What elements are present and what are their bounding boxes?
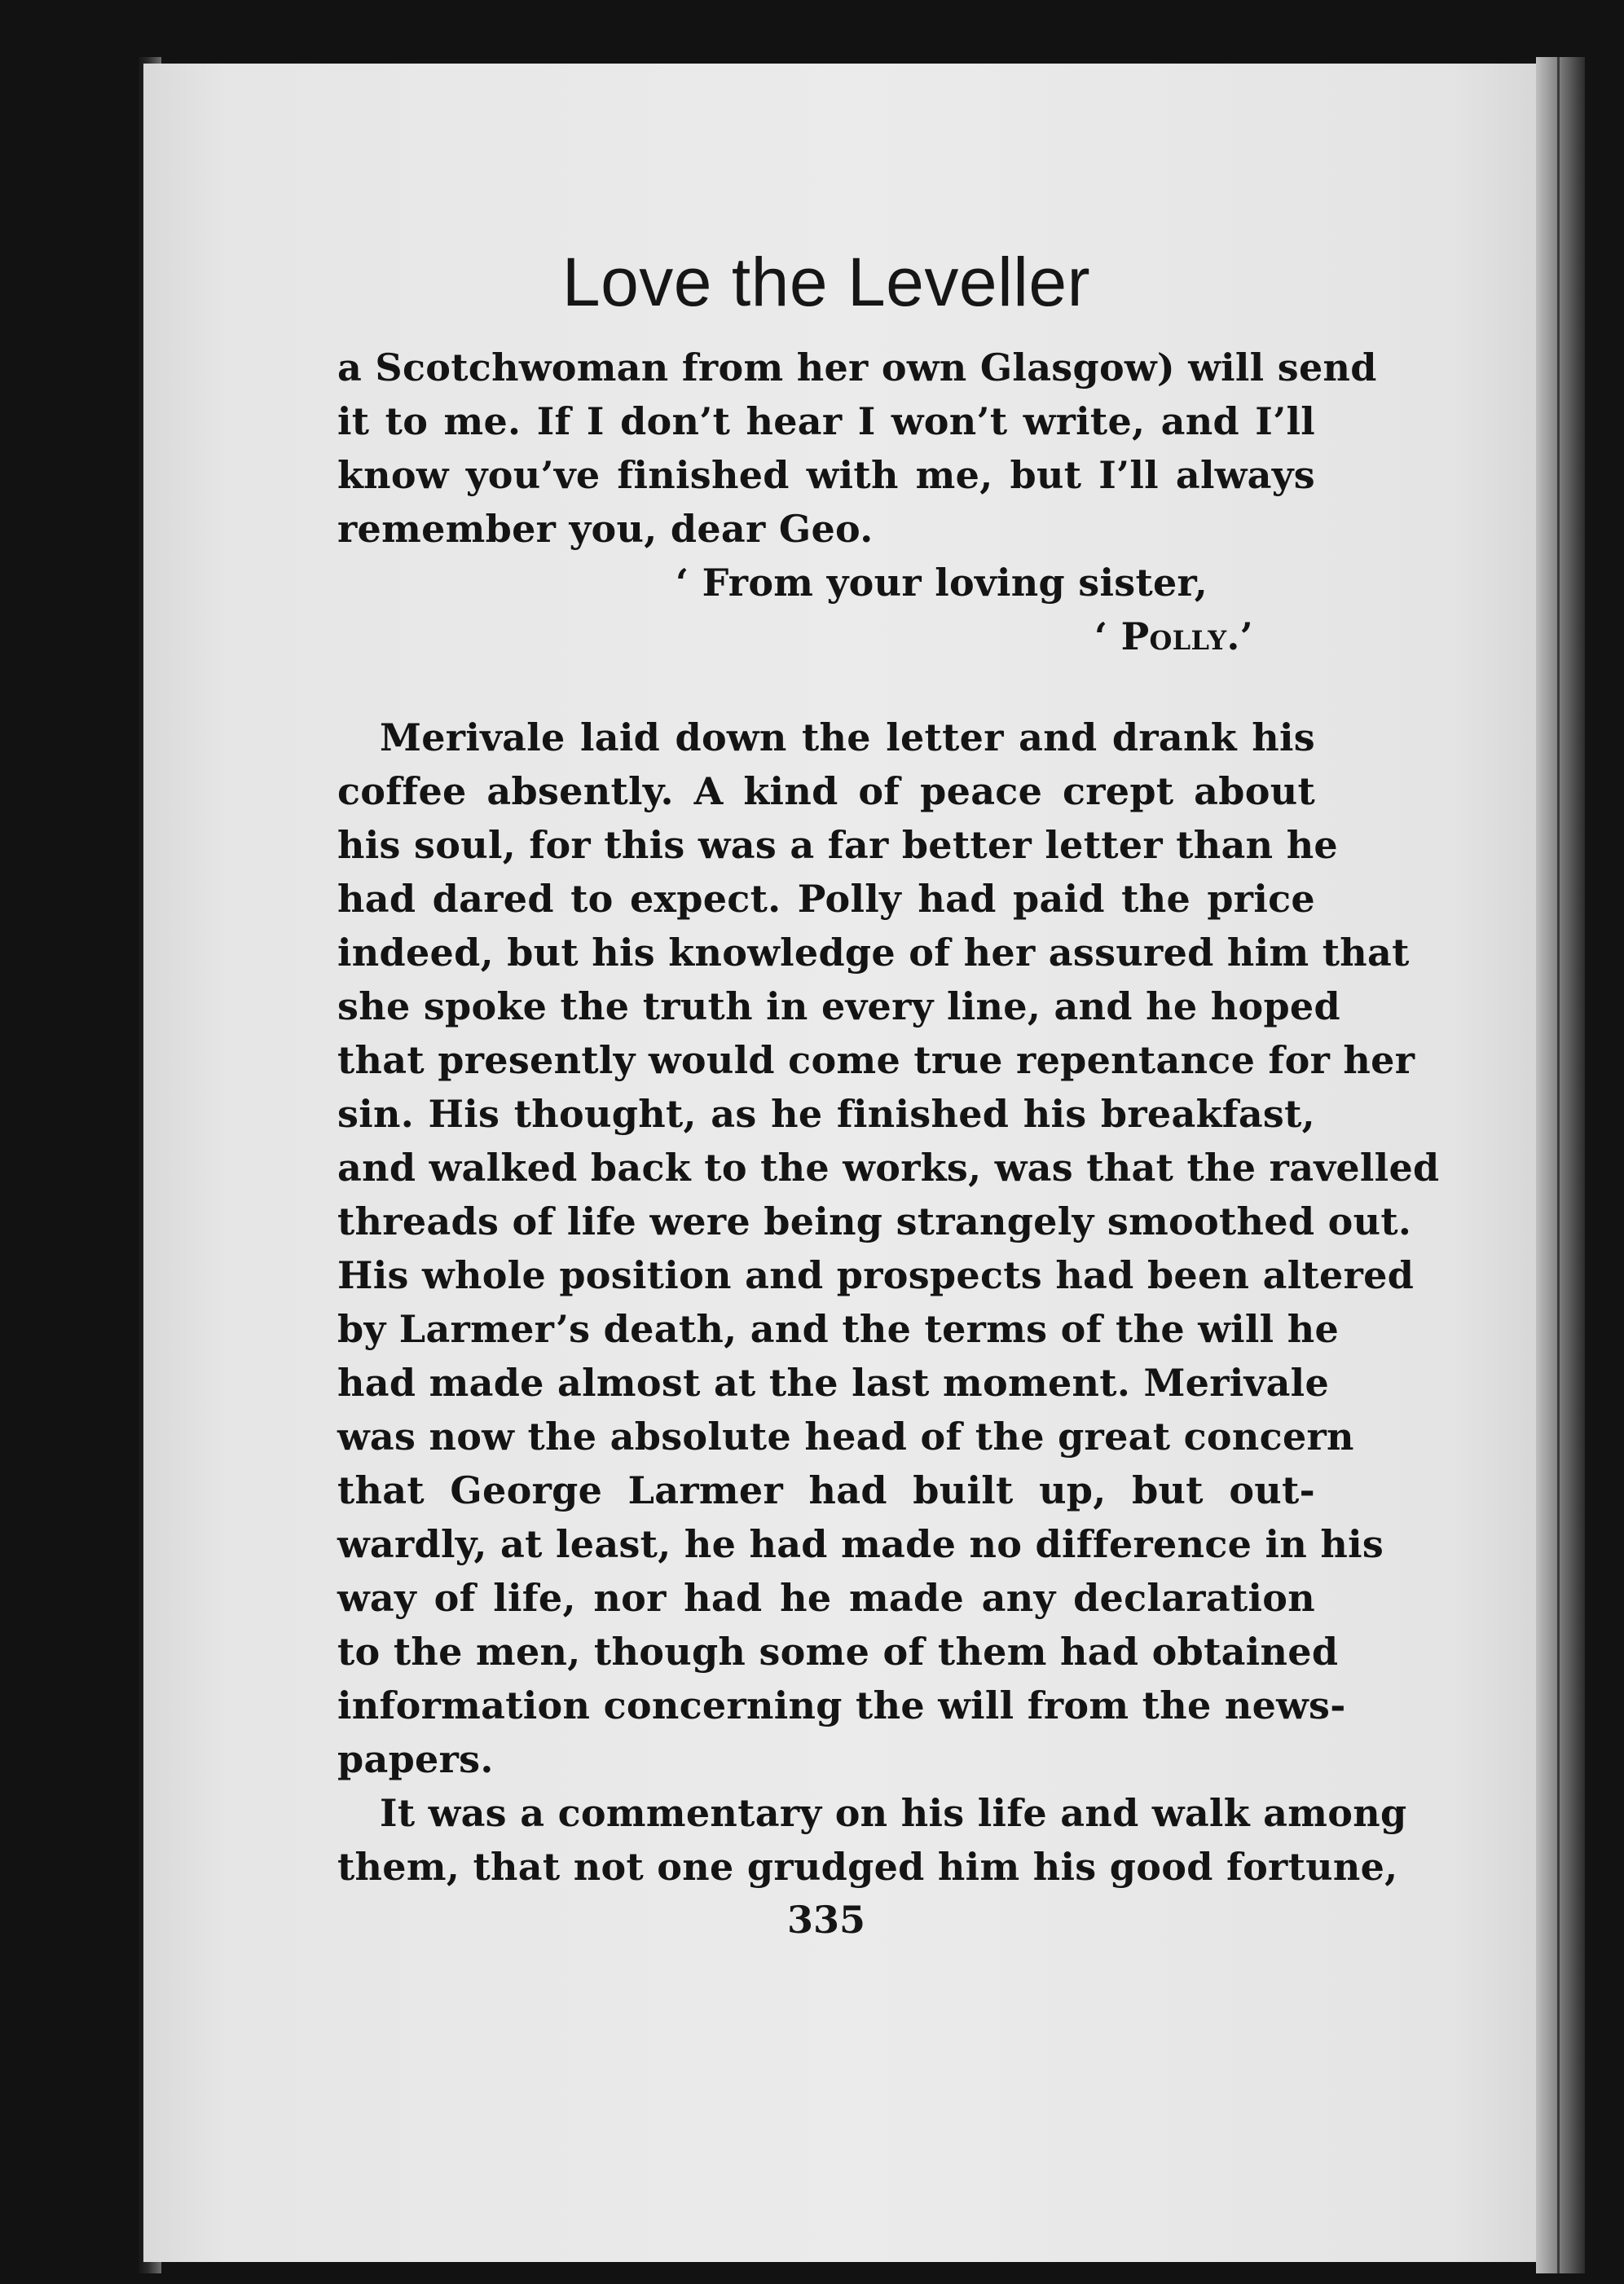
text-line: indeed, but his knowledge of her assured him that [337,931,1410,975]
page-text-block [337,235,1440,1944]
text-line: sin. His thought, as he finished his breakfast, [337,1092,1315,1136]
letter-closing: ‘ From your loving sister, [676,561,1208,605]
text-line: them, that not one grudged him his good fortune, [337,1845,1398,1889]
text-line: Merivale laid down the letter and drank his [380,715,1315,759]
paragraph-1 [337,711,1440,1786]
page-fore-edge [1536,57,1585,2273]
text-line: papers. [337,1737,494,1781]
text-line: that presently would come true repentance for her [337,1038,1415,1082]
running-head: Love the Leveller [561,244,1091,320]
text-line: wardly, at least, he had made no difference in his [337,1522,1384,1566]
text-line: had made almost at the last moment. Merivale [337,1361,1330,1405]
text-line: coffee absently. A kind of peace crept about [337,769,1315,813]
text-line: by Larmer’s death, and the terms of the will he [337,1307,1340,1351]
text-line: to the men, though some of them had obtained [337,1630,1339,1674]
text-line: His whole position and prospects had been altered [337,1253,1415,1297]
text-line: it to me. If I don’t hear I won’t write, and I’ll [337,399,1315,443]
text-line: had dared to expect. Polly had paid the price [337,877,1315,921]
text-line: remember you, dear Geo. [337,507,874,551]
letter-ending [337,341,1377,663]
text-line: and walked back to the works, was that the ravelled [337,1146,1440,1190]
text-line: way of life, nor had he made any declaration [337,1576,1315,1620]
text-line: was now the absolute head of the great concern [337,1415,1354,1459]
page-number: 335 [786,1898,866,1942]
paragraph-2 [337,1786,1407,1894]
text-line: his soul, for this was a far better letter than he [337,823,1339,867]
text-line: a Scotchwoman from her own Glasgow) will send [337,345,1377,389]
text-line: she spoke the truth in every line, and he hoped [337,984,1340,1028]
text-line: information concerning the will from the news- [337,1683,1346,1727]
text-line: It was a commentary on his life and walk among [380,1791,1407,1835]
text-line: threads of life were being strangely smoothed out. [337,1199,1412,1243]
text-line: know you’ve finished with me, but I’ll always [337,453,1315,497]
section-gap [337,663,1315,711]
letter-signature: ‘ Polly.’ [1094,614,1253,658]
text-line: that George Larmer had built up, but out- [337,1468,1315,1512]
